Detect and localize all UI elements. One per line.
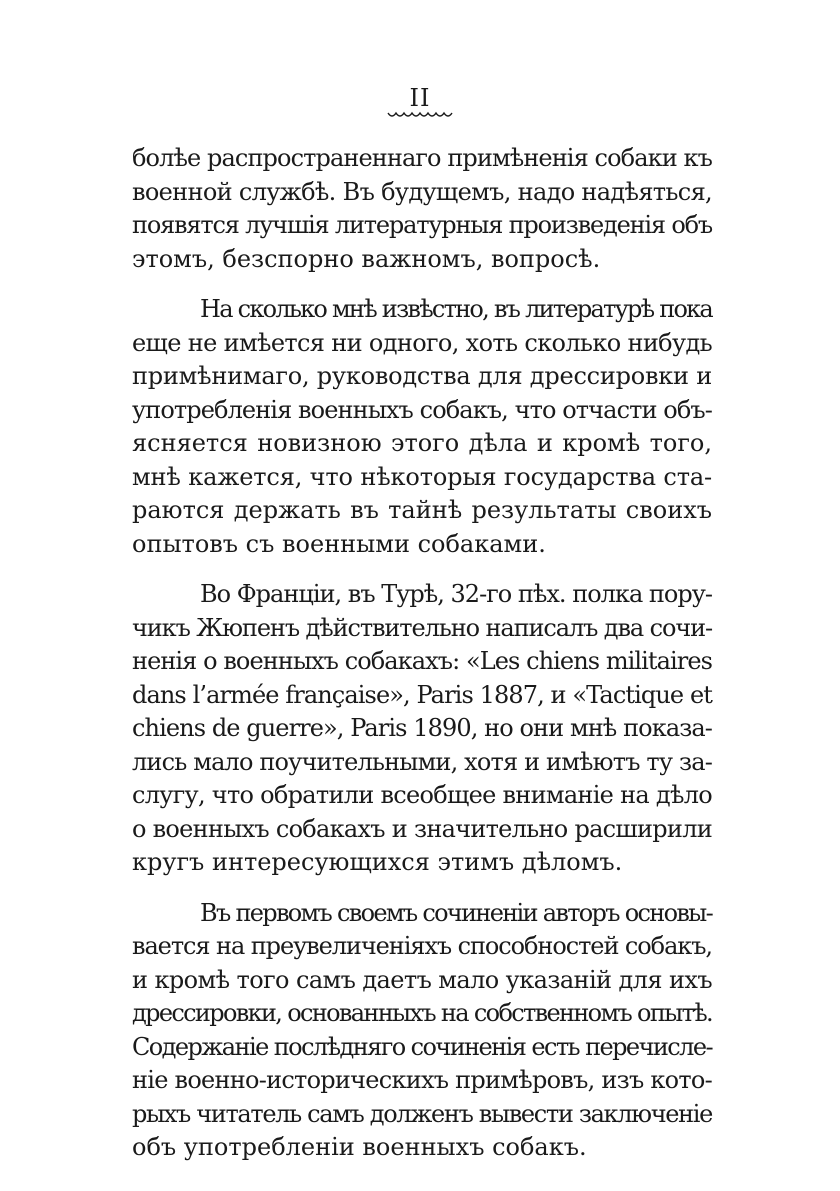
text-line: появятся лучшія литературныя произведенія объ (132, 211, 712, 239)
text-line: ненія о военныхъ собакахъ: «Les chiens militaires (132, 647, 712, 675)
text-line: военной службѣ. Въ будущемъ, надо надѣяться, (132, 177, 713, 206)
text-line: дрессировки, основанныхъ на собственномъ опытѣ. (132, 999, 713, 1027)
text-line: о военныхъ собакахъ и значительно расширили (132, 814, 712, 843)
text-line: раются держать въ тайнѣ результаты своихъ (132, 496, 712, 524)
wavy-ornament-icon (386, 108, 458, 122)
body-text (132, 142, 712, 1165)
text-line: ясняется новизною этого дѣла и кромѣ того, (132, 429, 712, 457)
paragraph (132, 293, 712, 561)
text-line: Во Франціи, въ Турѣ, 32-го пѣх. полка пору- (200, 580, 713, 608)
text-line: еще не имѣется ни одного, хоть сколько нибудь (132, 328, 712, 357)
text-line: Въ первомъ своемъ сочиненіи авторъ основы- (200, 898, 712, 927)
text-line: chiens de guerre», Paris 1890, но они мнѣ показа- (132, 714, 713, 742)
paragraph (132, 897, 712, 1165)
text-line: опытовъ съ военными собаками. (132, 529, 546, 558)
text-line: чикъ Жюпенъ дѣйствительно написалъ два сочи- (132, 613, 712, 642)
text-line: и кромѣ того самъ даетъ мало указаній для ихъ (132, 965, 712, 994)
text-line: кругъ интересующихся этимъ дѣломъ. (132, 848, 623, 876)
text-line: Содержаніе послѣдняго сочиненія есть перечисле- (132, 1032, 713, 1061)
text-line: этомъ, безспорно важномъ, вопросѣ. (132, 244, 601, 273)
text-line: объ употребленіи военныхъ собакъ. (132, 1133, 587, 1161)
paragraph (132, 578, 712, 880)
text-line: рыхъ читатель самъ долженъ вывести заключеніе (132, 1099, 712, 1128)
text-line: слугу, что обратили всеобщее вниманіе на дѣло (132, 781, 712, 809)
paragraph (132, 142, 712, 276)
text-line: На сколько мнѣ извѣстно, въ литературѣ пока (200, 295, 712, 323)
text-line: болѣе распространеннаго примѣненія собаки къ (132, 144, 713, 172)
text-line: лись мало поучительными, хотя и имѣютъ ту за- (132, 747, 712, 776)
page-number: II (409, 84, 431, 112)
text-line: ніе военно-историческихъ примѣровъ, изъ кото- (132, 1066, 712, 1094)
text-line: примѣнимаго, руководства для дрессировки и (132, 362, 713, 390)
text-line: употребленія военныхъ собакъ, что отчасти объ- (132, 395, 712, 424)
text-line: dans l’armée française», Paris 1887, и «Tactique et (132, 680, 712, 709)
text-line: вается на преувеличеніяхъ способностей собакъ, (132, 932, 712, 960)
text-line: мнѣ кажется, что нѣкоторыя государства ста- (132, 462, 712, 491)
